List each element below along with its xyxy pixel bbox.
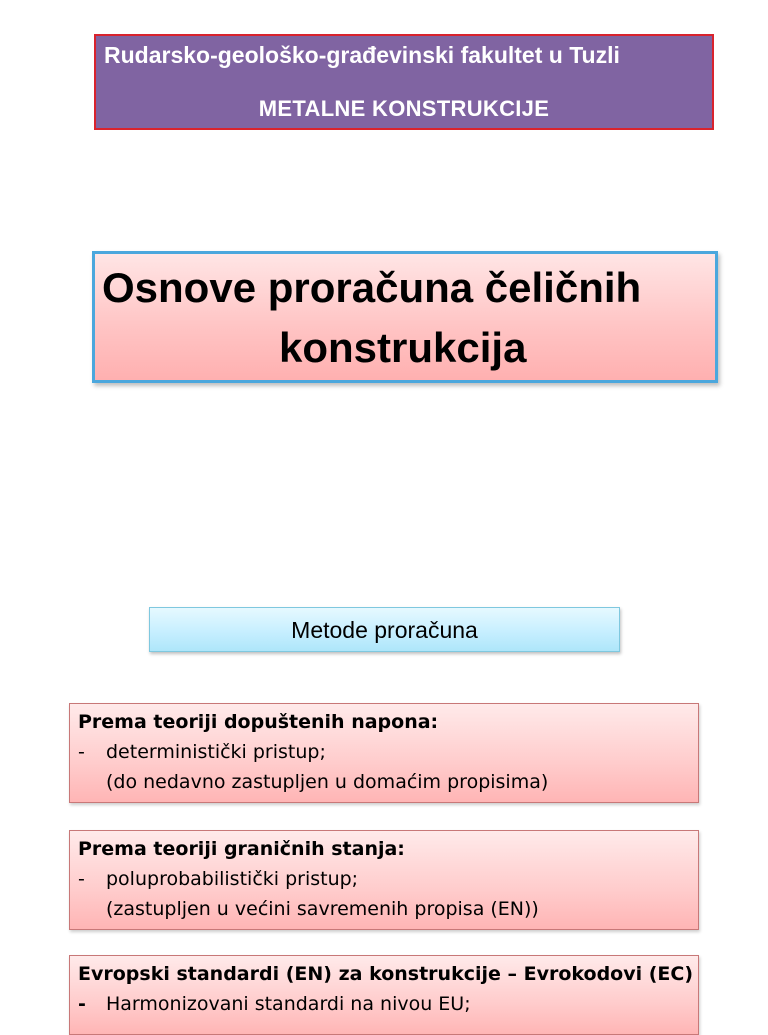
box-line-1: deterministički pristup; bbox=[106, 741, 326, 763]
eurocodes-box bbox=[69, 955, 699, 1035]
box-title: Prema teoriji dopuštenih napona: bbox=[78, 711, 439, 733]
bullet-dash: - bbox=[78, 741, 85, 763]
box-line-1: poluprobabilistički pristup; bbox=[106, 868, 359, 890]
box-line-1: Harmonizovani standardi na nivou EU; bbox=[106, 993, 471, 1015]
faculty-name: Rudarsko-geološko-građevinski fakultet u Tuzli bbox=[104, 42, 620, 68]
slide-title-box bbox=[92, 251, 718, 383]
box-title: Prema teoriji graničnih stanja: bbox=[78, 838, 405, 860]
allowable-stress-box bbox=[69, 703, 699, 803]
box-bullet-line bbox=[78, 741, 326, 763]
limit-states-box bbox=[69, 830, 699, 930]
box-bullet-line bbox=[78, 993, 471, 1015]
box-title: Evropski standardi (EN) za konstrukcije – Evrokodovi (EC) bbox=[78, 963, 694, 985]
slide-title-line-2: konstrukcija bbox=[279, 324, 527, 371]
course-name: METALNE KONSTRUKCIJE bbox=[258, 96, 550, 121]
slide-title-line-1: Osnove proračuna čeličnih bbox=[102, 264, 642, 311]
box-note-line bbox=[78, 898, 539, 920]
methods-heading: Metode proračuna bbox=[149, 607, 620, 652]
box-line-2: (do nedavno zastupljen u domaćim propisima) bbox=[106, 771, 549, 793]
bullet-dash: - bbox=[78, 993, 86, 1015]
header-banner bbox=[94, 34, 714, 130]
box-note-line bbox=[78, 771, 548, 793]
box-bullet-line bbox=[78, 868, 358, 890]
bullet-dash: - bbox=[78, 868, 85, 890]
box-line-2: (zastupljen u većini savremenih propisa (EN)) bbox=[106, 898, 539, 920]
